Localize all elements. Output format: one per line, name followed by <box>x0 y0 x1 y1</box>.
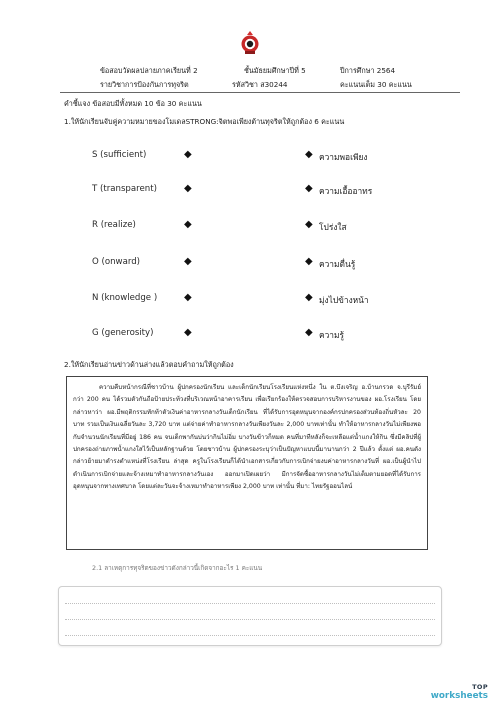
match-left-item: R (realize) <box>92 220 136 230</box>
diamond-bullet-icon: ◆ <box>305 327 313 338</box>
diamond-bullet-icon: ◆ <box>184 327 192 338</box>
diamond-bullet-icon: ◆ <box>184 183 192 194</box>
diamond-bullet-icon: ◆ <box>305 149 313 160</box>
answer-input-box[interactable] <box>58 586 442 646</box>
match-right-item: ความตื่นรู้ <box>319 259 356 269</box>
diamond-bullet-icon: ◆ <box>305 256 313 267</box>
match-left-item: G (generosity) <box>92 328 154 338</box>
instructions: คำชี้แจง ข้อสอบมีทั้งหมด 10 ข้อ 30 คะแนน <box>64 99 202 108</box>
news-passage-text: ความคืบหน้ากรณีที่ชาวบ้าน ผู้ปกครองนักเรียน และเด็กนักเรียนโรงเรียนแห่งหนึ่ง ใน ต.บึงเจริญ อ.บ้านกรวด จ.บุรีรัมย์ กว่า 200 คน ได้รวมตัวกันถือป้ายประท้วงที่บริเวณหน้าอาคารเรียน เพื่อเรียกร้องให้ตรวจสอบการบริหารงานของ ผอ.โรงเรียน โดยกล่าวหาว่า ผอ.มีพฤติกรรมทักท้าตัวเงินค่าอาหารกลางวันเด็กนักเรียน ที่ได้รับการอุดหนุนจากองค์กรปกครองส่วนท้องถิ่นหัวละ 20 บาท รวมเป็นเงินเฉลี่ยวันละ 3,720 บาท แต่จ่ายค่าทำอาหารกลางวันเพียงวันละ 2,000 บาทเท่านั้น ทำให้อาหารกลางวันไม่เพียงพอกับจำนวนนักเรียนที่มีอยู่ 186 คน จนเด็กพากันบ่นว่ากินไม่อิ่ม บางวันข้าวก็หมด คนที่มาทีหลังก็จะเหลือแต่น้ำแกงให้กิน ซึ่งมีคลิปที่ผู้ปกครองถ่ายภาพน้ำแกงใสไว้เป็นหลักฐานด้วย โดยชาวบ้าน ผู้ปกครองระบุว่าเป็นปัญหาแบบนี้มานานกว่า 2 ปีแล้ว ตั้งแต่ ผอ.คนดังกล่าวย้ายมาดำรงตำแหน่งที่โรงเรียน ล่าสุด ครูในโรงเรียนก็ได้นำเอกสารเกี่ยวกับการเบิกจ่ายงบค่าอาหารกลางวันที่ ผอ.เป็นผู้นำไปดำเนินการเบิกจ่ายและจ้างเหมาทำอาหารกลางวันเอง ออกมาเปิดเผยว่า มีการจัดซื้ออาหารกลางวันไม่เต็มตามยอดที่ได้รับการอุดหนุนจากทางเทศบาล โดยแต่ละวันจะจ้างเหมาทำอาหารเพียง 2,000 บาท เท่านั้น ที่มา: ไทยรัฐออนไลน์ <box>73 384 421 491</box>
brand-top-label: TOP <box>472 683 488 691</box>
match-left-item: N (knowledge ) <box>92 293 158 303</box>
diamond-bullet-icon: ◆ <box>305 183 313 194</box>
header-exam-title: ข้อสอบวัดผลปลายภาคเรียนที่ 2 <box>100 66 198 75</box>
match-left-item: S (sufficient) <box>92 150 147 160</box>
news-passage-box <box>66 376 428 550</box>
diamond-bullet-icon: ◆ <box>305 219 313 230</box>
match-right-item: ความพอเพียง <box>319 152 368 162</box>
header-total-score: คะแนนเต็ม 30 คะแนน <box>340 80 412 89</box>
diamond-bullet-icon: ◆ <box>184 149 192 160</box>
question-2-prompt: 2.ให้นักเรียนอ่านข่าวด้านล่างแล้วตอบคำถามให้ถูกต้อง <box>64 360 234 369</box>
match-right-item: โปร่งใส <box>319 222 347 232</box>
header-academic-year: ปีการศึกษา 2564 <box>340 66 396 75</box>
diamond-bullet-icon: ◆ <box>305 292 313 303</box>
match-right-item: มุ่งไปข้างหน้า <box>319 295 369 305</box>
diamond-bullet-icon: ◆ <box>184 256 192 267</box>
match-left-item: O (onward) <box>92 257 141 267</box>
answer-line <box>65 619 435 620</box>
diamond-bullet-icon: ◆ <box>184 219 192 230</box>
diamond-bullet-icon: ◆ <box>184 292 192 303</box>
match-right-item: ความเอื้ออาทร <box>319 186 373 196</box>
match-left-item: T (transparent) <box>92 184 157 194</box>
question-2-1-prompt: 2.1 ลาเหตุการทุจริตของข่าวดังกล่าวนี้เกิดจากอะไร 1 คะแนน <box>92 564 263 572</box>
answer-line <box>65 635 435 636</box>
header-divider <box>60 92 460 93</box>
answer-line <box>65 603 435 604</box>
school-logo-icon <box>240 30 260 56</box>
header-subject-code: รหัสวิชา ส30244 <box>232 80 288 89</box>
header-subject-name: รายวิชาการป้องกันการทุจริต <box>100 80 189 89</box>
header-grade-level: ชั้นมัธยมศึกษาปีที่ 5 <box>244 66 306 75</box>
topworksheets-logo[interactable] <box>431 683 488 701</box>
match-right-item: ความรู้ <box>319 330 345 340</box>
question-1-prompt: 1.ให้นักเรียนจับคู่ความหมายของโมเดลSTRONG:จิตพอเพียงต้านทุจริตให้ถูกต้อง 6 คะแนน <box>64 117 345 126</box>
brand-name: worksheets <box>430 691 488 701</box>
